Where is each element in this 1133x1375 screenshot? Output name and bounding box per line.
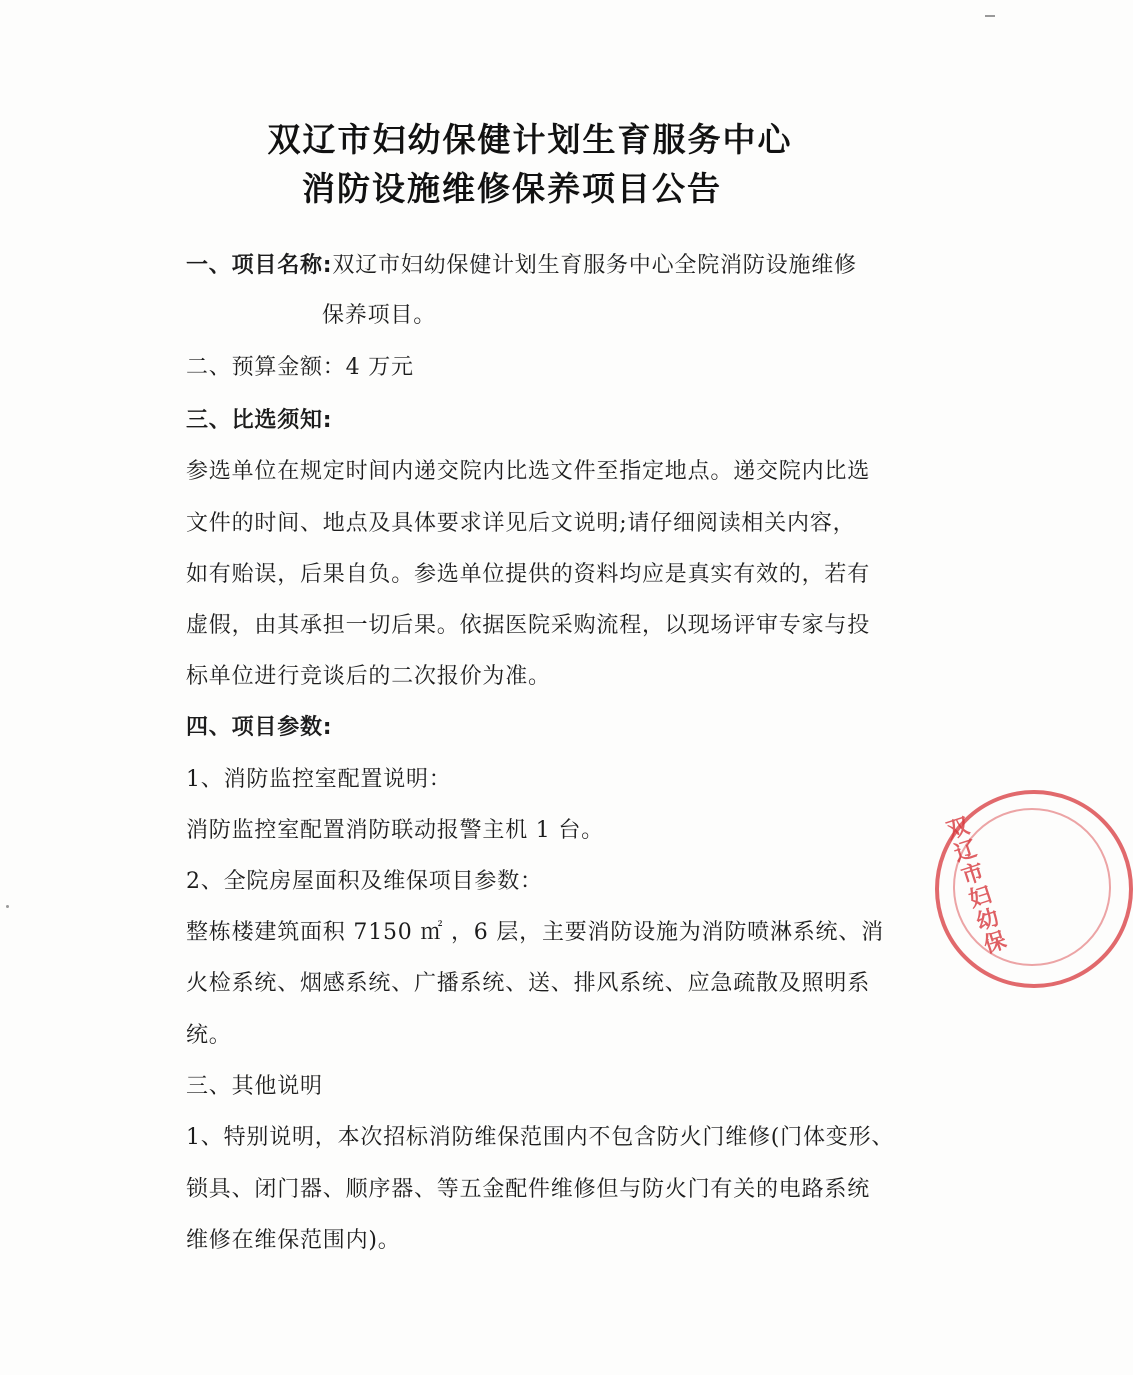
other-heading: 三、其他说明: [186, 1074, 323, 1099]
item3-heading: 三、比选须知:: [186, 408, 333, 433]
seal-text: 双辽市妇幼保: [940, 813, 1009, 959]
document-title-line2: 消防设施维修保养项目公告: [302, 169, 722, 208]
item3-para-line: 文件的时间、地点及具体要求详见后文说明;请仔细阅读相关内容，: [186, 511, 856, 536]
item2-value: 4 万元: [345, 355, 414, 380]
param2-title: 2、全院房屋面积及维保项目参数：: [186, 869, 543, 894]
other-para-line: 锁具、闭门器、顺序器、等五金配件维修但与防火门有关的电路系统: [186, 1177, 871, 1202]
scan-speck: [985, 15, 995, 17]
document-title-line1: 双辽市妇幼保健计划生育服务中心: [267, 120, 793, 159]
item3-para-line: 如有贻误，后果自负。参选单位提供的资料均应是真实有效的，若有: [186, 562, 871, 587]
param2-para-line: 统。: [186, 1023, 232, 1048]
item1-line: [186, 248, 857, 279]
item2-heading: 二、预算金额：: [186, 355, 346, 380]
item4-heading: 四、项目参数:: [186, 715, 333, 740]
item1-text: 双辽市妇幼保健计划生育服务中心全院消防设施维修: [332, 253, 857, 278]
item3-para-line: 标单位进行竞谈后的二次报价为准。: [186, 664, 551, 689]
item3-para-line: 虚假，由其承担一切后果。依据医院采购流程，以现场评审专家与投: [186, 613, 871, 638]
item1-text-continued: 保养项目。: [322, 303, 437, 328]
param1-text: 消防监控室配置消防联动报警主机 1 台。: [186, 818, 604, 843]
param2-para-line: 整栋楼建筑面积 7150 ㎡ ，6 层，主要消防设施为消防喷淋系统、消: [186, 920, 884, 945]
official-seal-stamp: [935, 790, 1133, 988]
other-para-line: 维修在维保范围内)。: [186, 1228, 401, 1253]
other-para-line: 1、特别说明，本次招标消防维保范围内不包含防火门维修(门体变形、: [186, 1125, 895, 1150]
item3-para-line: 参选单位在规定时间内递交院内比选文件至指定地点。递交院内比选: [186, 459, 871, 484]
item1-heading: 一、项目名称:: [186, 253, 333, 278]
scan-speck: [6, 905, 9, 908]
item2-line: [186, 350, 414, 381]
param2-para-line: 火检系统、烟感系统、广播系统、送、排风系统、应急疏散及照明系: [186, 971, 871, 996]
param1-title: 1、消防监控室配置说明：: [186, 767, 452, 792]
